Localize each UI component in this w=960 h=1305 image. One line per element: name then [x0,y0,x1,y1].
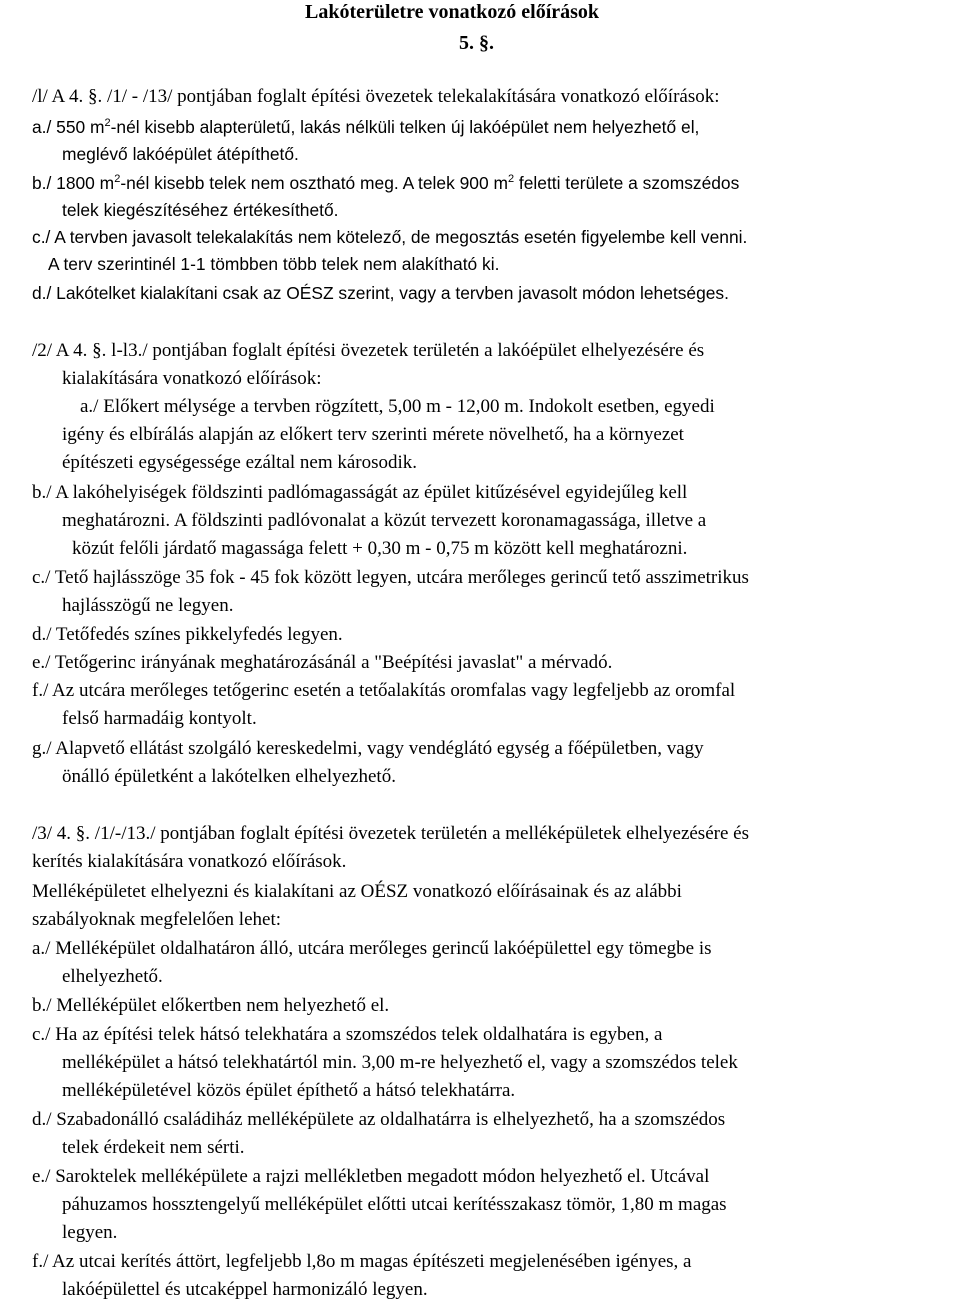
p1-item-c-line2: A terv szerintinél 1-1 tömbben több telek nem alakítható ki. [48,254,500,274]
p1-item-c-line1: c./ A tervben javasolt telekalakítás nem kötelező, de megosztás esetén figyelembe kell venni. [32,227,748,247]
p2-item-b-line3: közút felőli járdatő magassága felett + 0,30 m - 0,75 m között kell meghatározni. [72,538,688,559]
section-number: 5. §. [459,32,494,54]
p2-intro-line2: kialakítására vonatkozó előírások: [62,368,322,389]
p2-item-b-line1: b./ A lakóhelyiségek földszinti padlómagasságát az épület kitűzésével egyidejűleg kell [32,482,688,503]
p2-item-e-line1: e./ Tetőgerinc irányának meghatározásánál a "Beépítési javaslat" a mérvadó. [32,652,613,673]
p1-item-d-line1: d./ Lakótelket kialakítani csak az OÉSZ szerint, vagy a tervben javasolt módon lehetséges. [32,283,729,303]
p3-item-f-line1: f./ Az utcai kerítés áttört, legfeljebb l,8o m magas építészeti megjelenésében igényes, a [32,1251,692,1272]
p3-item-c-line1: c./ Ha az építési telek hátsó telekhatára a szomszédos telek oldalhatára is egyben, a [32,1024,663,1045]
p2-item-g-line1: g./ Alapvető ellátást szolgáló kereskedelmi, vagy vendéglátó egység a főépületben, vagy [32,738,704,759]
p2-item-c-line1: c./ Tető hajlásszöge 35 fok - 45 fok között legyen, utcára merőleges gerincű tető asszimetrikus [32,567,749,588]
p3-item-f-line2: lakóépülettel és utcaképpel harmonizáló legyen. [62,1279,428,1300]
p2-item-c-line2: hajlásszögű ne legyen. [62,595,234,616]
p2-item-b-line2: meghatározni. A földszinti padlóvonalat a közút tervezett koronamagassága, illetve a [62,510,707,531]
p2-item-g-line2: önálló épületként a lakótelken elhelyezhető. [62,766,396,787]
p2-item-a-line2: igény és elbírálás alapján az előkert terv szerinti mérete növelhető, ha a környezet [62,424,684,445]
p3-item-e-line3: legyen. [62,1222,118,1243]
p3-item-c-line2: melléképület a hátsó telekhatártól min. 3,00 m-re helyezhető el, vagy a szomszédos telek [62,1052,738,1073]
p1-intro: /l/ A 4. §. /1/ - /13/ pontjában foglalt építési övezetek telekalakítására vonatkozó előírások: [32,86,720,107]
p3-main-line1: Melléképületet elhelyezni és kialakítani az OÉSZ vonatkozó előírásainak és az alábbi [32,881,682,902]
p3-intro-line1: /3/ 4. §. /1/-/13./ pontjában foglalt építési övezetek területén a melléképületek elhelyezésére és [32,823,749,844]
p3-main-line2: szabályoknak megfelelően lehet: [32,909,282,930]
p2-item-f-line1: f./ Az utcára merőleges tetőgerinc esetén a tetőalakítás oromfalas vagy legfeljebb az oromfal [32,680,736,701]
p3-item-e-line2: páhuzamos hossztengelyű melléképület előtti utcai kerítésszakasz tömör, 1,80 m magas [62,1194,727,1215]
p3-item-e-line1: e./ Saroktelek melléképülete a rajzi mellékletben megadott módon helyezhető el. Utcával [32,1166,710,1187]
p3-item-d-line2: telek érdekeit nem sérti. [62,1137,245,1158]
p3-item-a-line1: a./ Melléképület oldalhatáron álló, utcára merőleges gerincű lakóépülettel egy tömegbe is [32,938,712,959]
p3-item-d-line1: d./ Szabadonálló családiház melléképülete az oldalhatárra is elhelyezhető, ha a szomszédos [32,1109,726,1130]
p2-item-d-line1: d./ Tetőfedés színes pikkelyfedés legyen. [32,624,343,645]
p2-intro-line1: /2/ A 4. §. l-l3./ pontjában foglalt építési övezetek területén a lakóépület elhelyezésére és [32,340,705,361]
p1-item-b-line2: telek kiegészítéséhez értékesíthető. [62,200,339,220]
p1-item-a-line2: meglévő lakóépület átépíthető. [62,144,299,164]
p2-item-a-line1: a./ Előkert mélysége a tervben rögzített, 5,00 m - 12,00 m. Indokolt esetben, egyedi [80,396,715,417]
p3-intro-line2: kerítés kialakítására vonatkozó előírások. [32,851,347,872]
p3-item-a-line2: elhelyezhető. [62,966,163,987]
p3-item-c-line3: melléképületével közös épület építhető a hátsó telekhatárra. [62,1080,516,1101]
p2-item-f-line2: felső harmadáig kontyolt. [62,708,257,729]
document-title: Lakóterületre vonatkozó előírások [305,1,600,23]
p1-item-a-line1: a./ 550 $m^2$-nél kisebb alapterületű, lakás nélküli telken új lakóépület nem helyezhető el, [32,117,700,137]
p3-item-b-line1: b./ Melléképület előkertben nem helyezhető el. [32,995,390,1016]
p2-item-a-line3: építészeti egységessége ezáltal nem károsodik. [62,452,418,473]
p1-item-b-line1: b./ 1800 $m^2$-nél kisebb telek nem osztható meg. A telek 900 $m^2$ feletti területe a szomszédos [32,173,740,193]
